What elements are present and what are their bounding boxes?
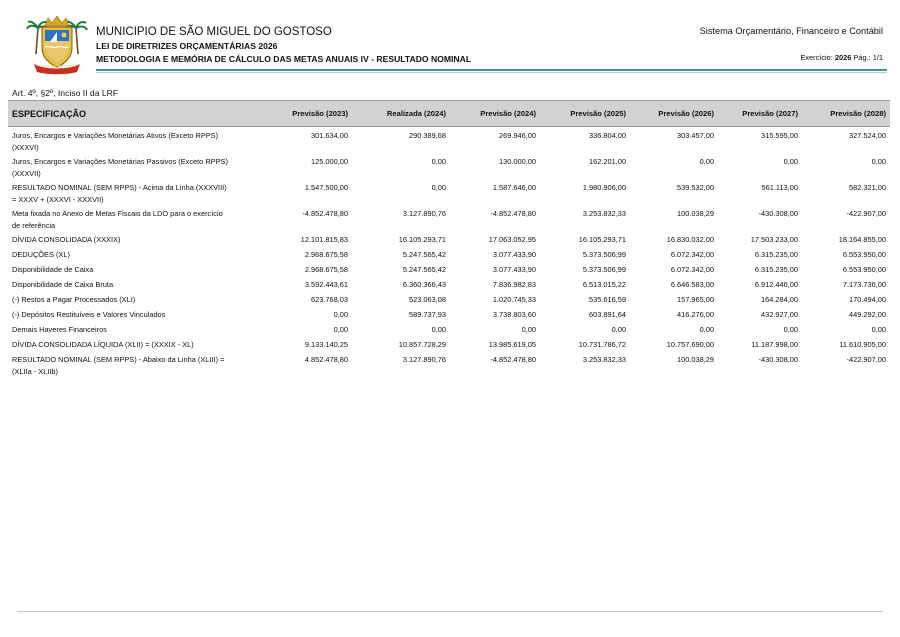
row-value: -4.852.478,80 [490,355,536,364]
row-value: 0,00 [431,157,446,166]
column-header-realizada-2024: Realizada (2024) [352,101,450,127]
column-header-previsao-2023: Previsão (2023) [234,101,352,127]
report-title: METODOLOGIA E MEMÓRIA DE CÁLCULO DAS METAS ANUAIS IV - RESULTADO NOMINAL [96,54,472,64]
row-description: Disponibilidade de Caixa [12,265,94,274]
row-value: 0,00 [783,325,798,334]
table-row [8,127,890,157]
row-value: 5.247.565,42 [402,265,446,274]
row-value: 3.592.443,61 [304,280,348,289]
row-value: 0,00 [699,157,714,166]
column-header-previsao-2024: Previsão (2024) [450,101,540,127]
row-value: -430.308,00 [758,209,798,218]
row-description: Disponibilidade de Caixa Bruta [12,280,114,289]
table-row [8,156,890,182]
row-value: 3.738.803,60 [492,310,536,319]
row-value: 3.077.433,90 [492,265,536,274]
row-value: 6.072.342,00 [670,250,714,259]
row-value: 1.020.745,33 [492,295,536,304]
row-value: 5.373.506,99 [582,250,626,259]
row-value: 582.321,00 [849,183,886,192]
row-value: 13.985.619,05 [488,340,536,349]
table-row [8,249,890,264]
report-header [0,0,900,80]
table-row [8,354,890,380]
column-header-especificacao: ESPECIFICAÇÃO [8,101,234,127]
row-description: (-) Restos a Pagar Processados (XLI) [12,295,136,304]
row-value: -4.852.478,80 [302,209,348,218]
row-value: 0,00 [521,325,536,334]
table-row [8,279,890,294]
column-header-previsao-2028: Previsão (2028) [802,101,890,127]
row-value: 18.164.855,00 [838,235,886,244]
row-value: 164.284,00 [761,295,798,304]
table-row [8,339,890,354]
row-value: 157.965,00 [677,295,714,304]
row-value: 9.133.140,25 [304,340,348,349]
municipal-coat-of-arms-logo [26,14,88,76]
row-description: (-) Depósitos Restituíveis e Valores Vinculados [12,310,166,319]
table-row [8,264,890,279]
row-value: 0,00 [431,183,446,192]
row-description: RESULTADO NOMINAL (SEM RPPS) - Abaixo da Linha (XLIII) = (XLIIa - XLIIb) [12,355,225,377]
row-value: 5.373.506,99 [582,265,626,274]
row-value: 4.852.478,80 [304,355,348,364]
law-title: LEI DE DIRETRIZES ORÇAMENTÁRIAS 2026 [96,41,278,51]
row-value: 6.646.583,00 [670,280,714,289]
row-value: 327.524,00 [849,131,886,140]
row-value: 561.113,00 [761,183,798,192]
header-divider-light [96,72,887,73]
table-row [8,309,890,324]
table-row [8,324,890,339]
table-row [8,294,890,309]
row-value: 6.912.446,00 [754,280,798,289]
row-value: 16.830.032,00 [666,235,714,244]
row-value: 6.513.015,22 [582,280,626,289]
system-name: Sistema Orçamentário, Financeiro e Contábil [699,26,883,36]
row-value: 3.127.890,76 [402,355,446,364]
row-value: -422.907,00 [846,209,886,218]
row-value: 130.000,00 [499,157,536,166]
row-value: 11.610.905,00 [839,340,886,349]
row-value: 2.968.675,58 [304,250,348,259]
row-value: 0,00 [783,157,798,166]
page-number: Pág.: 1/1 [853,53,883,62]
row-value: 523.063,08 [409,295,446,304]
row-value: 10.857.728,29 [398,340,446,349]
row-value: 3.253.832,33 [582,355,626,364]
row-value: 7.836.982,83 [492,280,536,289]
row-value: 10.731.786,72 [578,340,626,349]
column-header-previsao-2027: Previsão (2027) [718,101,802,127]
row-value: 5.247.565,42 [402,250,446,259]
row-value: 0,00 [333,325,348,334]
row-value: 3.077.433,90 [492,250,536,259]
row-value: 170.494,00 [849,295,886,304]
row-value: 100.038,29 [677,355,714,364]
municipality-name: MUNICIPIO DE SÃO MIGUEL DO GOSTOSO [96,26,332,38]
table-body [8,127,890,381]
row-value: 416.276,00 [677,310,714,319]
fiscal-year-and-page [800,53,883,62]
row-value: 6.360.366,43 [402,280,446,289]
column-header-previsao-2026: Previsão (2026) [630,101,718,127]
row-value: 0,00 [699,325,714,334]
row-value: 7.173.736,00 [842,280,886,289]
row-value: -430.308,00 [758,355,798,364]
table-row [8,208,890,234]
row-value: 162.201,00 [589,157,626,166]
row-value: 623.768,03 [311,295,348,304]
table-row [8,182,890,208]
row-value: 16.105.293,71 [398,235,446,244]
legal-reference: Art. 4º, §2º, Inciso II da LRF [12,88,119,98]
row-value: 0,00 [871,157,886,166]
row-value: 6.553.950,00 [842,265,886,274]
row-value: 290.389,68 [409,131,446,140]
footer-divider [17,611,883,612]
header-divider [96,69,887,71]
row-value: 336.804,00 [589,131,626,140]
column-header-previsao-2025: Previsão (2025) [540,101,630,127]
table-header-row [8,101,890,127]
row-value: 17.503.233,00 [750,235,798,244]
row-value: 603.891,64 [589,310,626,319]
row-value: 0,00 [431,325,446,334]
row-value: 100.038,29 [677,209,714,218]
row-value: 432.927,00 [761,310,798,319]
row-description: RESULTADO NOMINAL (SEM RPPS) - Acima da Linha (XXXVIII) = XXXV + (XXXVI - XXXVII) [12,183,227,205]
row-description: DEDUÇÕES (XL) [12,250,70,259]
row-description: Demais Haveres Financeiros [12,325,107,334]
row-value: 0,00 [333,310,348,319]
row-value: 303.457,00 [677,131,714,140]
row-description: Meta fixada no Anexo de Metas Fiscais da LDO para o exercício de referência [12,209,223,231]
row-value: 539.532,00 [677,183,714,192]
row-value: 0,00 [871,325,886,334]
row-value: 269.946,00 [499,131,536,140]
row-value: 1.980.906,00 [582,183,626,192]
fiscal-year-value: 2026 [834,53,852,62]
row-value: 16.105.293,71 [578,235,626,244]
row-value: 2.968.675,58 [304,265,348,274]
row-description: Juros, Encargos e Variações Monetárias Ativos (Exceto RPPS) (XXXVI) [12,131,219,153]
row-value: 11.187.998,00 [751,340,798,349]
row-value: 589.737,93 [409,310,446,319]
row-value: 12.101.815,83 [300,235,348,244]
row-value: -4.852.478,80 [490,209,536,218]
row-value: 315.595,00 [761,131,798,140]
row-value: -422.907,00 [846,355,886,364]
row-value: 1.587.646,00 [492,183,536,192]
row-value: 6.315.235,00 [754,265,798,274]
row-value: 0,00 [611,325,626,334]
row-value: 10.757.690,00 [666,340,714,349]
row-value: 6.072.342,00 [670,265,714,274]
row-value: 535.616,59 [589,295,626,304]
row-value: 449.292,00 [849,310,886,319]
row-value: 6.553.950,00 [842,250,886,259]
row-value: 1.547.500,00 [304,183,348,192]
nominal-result-table [8,100,890,380]
row-description: Juros, Encargos e Variações Monetárias Passivos (Exceto RPPS) (XXXVII) [12,157,228,179]
row-description: DÍVIDA CONSOLIDADA (XXXIX) [12,235,121,244]
row-value: 6.315.235,00 [754,250,798,259]
row-value: 17.063.052,95 [488,235,536,244]
row-description: DÍVIDA CONSOLIDADA LÍQUIDA (XLII) = (XXXIX - XL) [12,340,194,349]
row-value: 3.253.832,33 [582,209,626,218]
row-value: 125.000,00 [311,157,348,166]
table-row [8,234,890,249]
row-value: 3.127.890,76 [402,209,446,218]
row-value: 301.634,00 [311,131,348,140]
fiscal-year-label: Exercício: [800,53,833,62]
